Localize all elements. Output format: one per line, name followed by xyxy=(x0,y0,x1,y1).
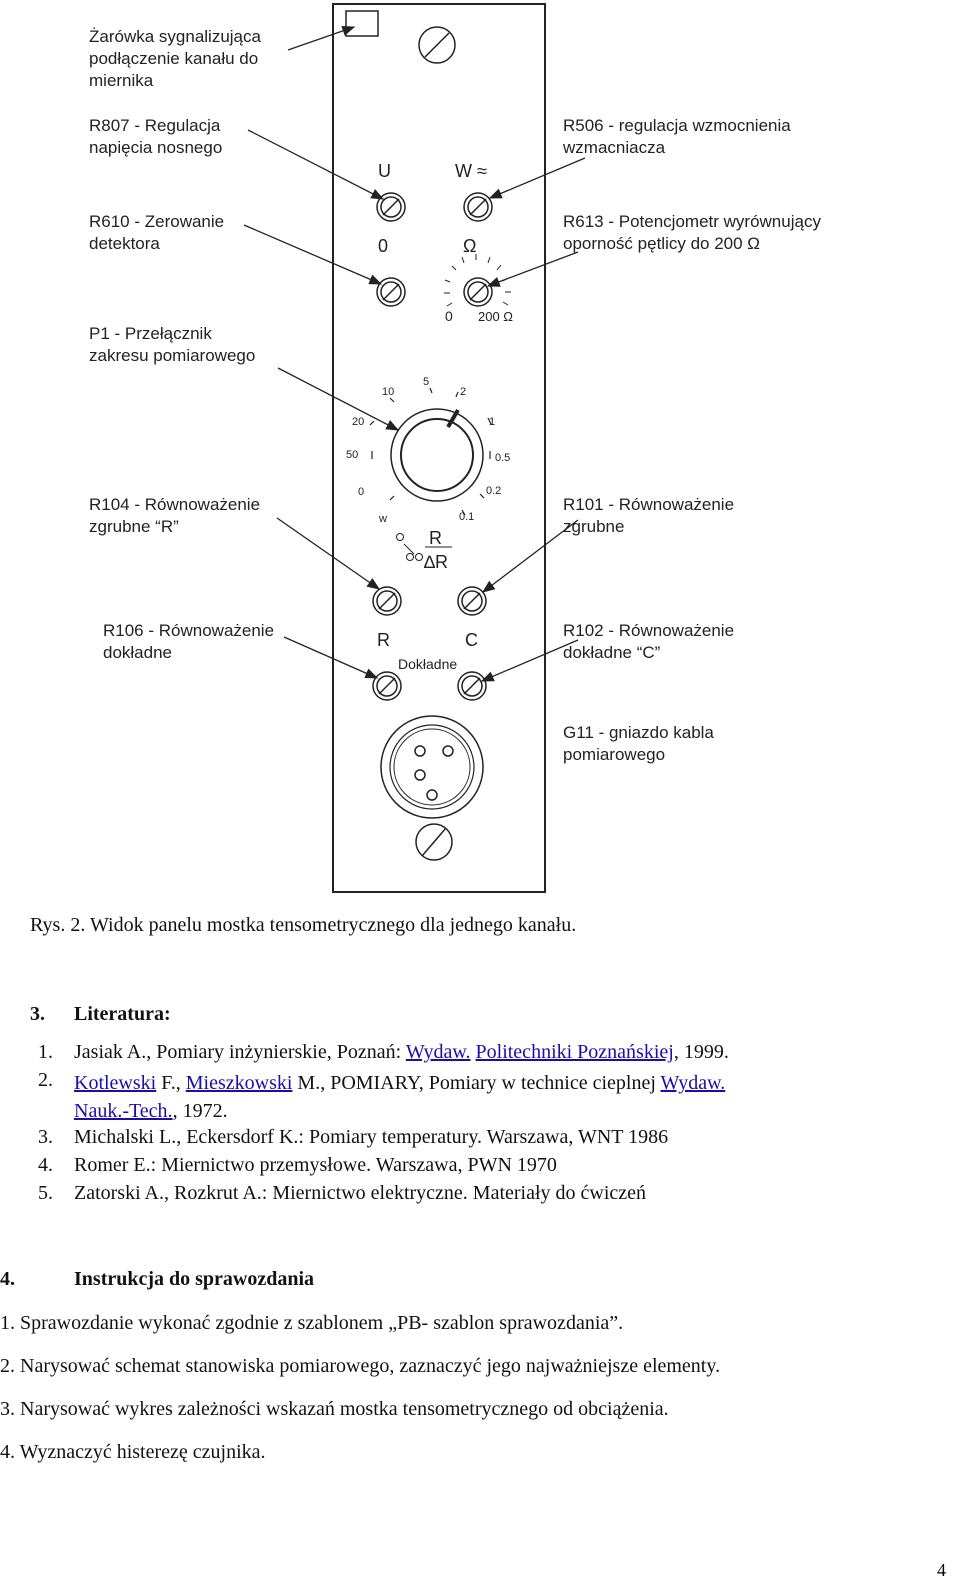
p1-range-switch xyxy=(391,409,483,501)
r807-knob xyxy=(377,193,405,221)
label-bulb: Żarówka sygnalizująca podłączenie kanału do miernika xyxy=(89,27,261,90)
instruction-3: 3. Narysować wykres zależności wskazań mostka tensometrycznego od obciążenia. xyxy=(0,1398,669,1420)
label-p1: P1 - Przełącznik zakresu pomiarowego xyxy=(89,324,256,365)
dial-zero: 0 xyxy=(445,308,453,324)
ref-4-num: 4. xyxy=(38,1154,53,1176)
range-0: 0 xyxy=(358,486,365,498)
label-r-fine: R xyxy=(377,630,390,650)
range-10: 10 xyxy=(382,386,395,398)
bulb-indicator xyxy=(346,11,378,36)
ref-1: Jasiak A., Pomiary inżynierskie, Poznań: Wydaw. Politechniki Poznańskiej, 1999. xyxy=(74,1041,729,1063)
label-r-over: R xyxy=(429,528,442,548)
label-ohm: Ω xyxy=(463,236,477,256)
ref-1-link-wydaw[interactable]: Wydaw. xyxy=(405,1041,471,1063)
range-20: 20 xyxy=(352,416,365,428)
ref-3: Michalski L., Eckersdorf K.: Pomiary temperatury. Warszawa, WNT 1986 xyxy=(74,1126,669,1148)
range-2: 2 xyxy=(460,386,467,398)
section3-title: Literatura: xyxy=(74,1003,171,1025)
section4-title: Instrukcja do sprawozdania xyxy=(74,1268,315,1290)
range-01: 0.1 xyxy=(459,511,475,523)
top-screw xyxy=(419,27,455,63)
dial-200: 200 Ω xyxy=(478,309,514,324)
r104-knob xyxy=(373,587,401,615)
range-50: 50 xyxy=(346,449,359,461)
label-c-fine: C xyxy=(465,630,478,650)
section4-number: 4. xyxy=(0,1268,15,1290)
r610-knob xyxy=(377,278,405,306)
range-05: 0.5 xyxy=(495,452,511,464)
ref-2-num: 2. xyxy=(38,1069,53,1091)
label-zero: 0 xyxy=(378,236,389,256)
bottom-screw xyxy=(416,824,452,860)
ref-2-link-mieszkowski[interactable]: Mieszkowski xyxy=(185,1072,293,1094)
label-delta-r: ∆R xyxy=(424,552,449,572)
figure-caption: Rys. 2. Widok panelu mostka tensometrycznego dla jednego kanału. xyxy=(30,914,577,936)
range-w: w xyxy=(379,513,387,525)
range-1: 1 xyxy=(489,416,496,428)
r613-knob xyxy=(464,278,492,306)
label-dokladne: Dokładne xyxy=(398,656,458,672)
label-r106: R106 - Równoważenie dokładne xyxy=(103,621,275,662)
r102-knob xyxy=(458,672,486,700)
instruction-4: 4. Wyznaczyć histerezę czujnika. xyxy=(0,1441,266,1463)
r506-knob xyxy=(464,193,492,221)
ref-1-num: 1. xyxy=(38,1041,53,1063)
label-r104: R104 - Równoważenie zgrubne “R” xyxy=(89,495,261,536)
ref-3-num: 3. xyxy=(38,1126,53,1148)
ref-1-link-politechniki[interactable]: Politechniki Poznańskiej xyxy=(475,1041,674,1063)
r613-dial-ticks xyxy=(444,254,511,306)
instruction-2: 2. Narysować schemat stanowiska pomiarowego, zaznaczyć jego najważniejsze elementy. xyxy=(0,1355,721,1377)
label-r610: R610 - Zerowanie detektora xyxy=(89,212,225,253)
ref-2-link-kotlewski[interactable]: Kotlewski xyxy=(74,1072,157,1094)
ref-4: Romer E.: Miernictwo przemysłowe. Warszawa, PWN 1970 xyxy=(74,1154,557,1176)
label-g11: G11 - gniazdo kabla pomiarowego xyxy=(563,723,714,764)
ref-2-link-wydaw[interactable]: Wydaw. xyxy=(660,1072,726,1094)
g11-connector xyxy=(381,716,483,818)
label-r613: R613 - Potencjometr wyrównujący oporność pętlicy do 200 Ω xyxy=(563,212,821,253)
range-5: 5 xyxy=(423,376,430,388)
page-number: 4 xyxy=(937,1560,946,1580)
instruction-1: 1. Sprawozdanie wykonać zgodnie z szablonem „PB- szablon sprawozdania”. xyxy=(0,1312,624,1334)
range-02: 0.2 xyxy=(486,485,502,497)
ref-2: Kotlewski F., Mieszkowski M., POMIARY, Pomiary w technice cieplnej Wydaw. Nauk.-Tech., 1972. xyxy=(74,1072,726,1122)
label-w-approx: W ≈ xyxy=(455,161,487,181)
label-r807: R807 - Regulacja napięcia nosnego xyxy=(89,116,223,157)
section3-number: 3. xyxy=(30,1003,45,1025)
ref-2-link-nauk-tech[interactable]: Nauk.-Tech. xyxy=(74,1100,173,1122)
panel-outline xyxy=(333,4,545,892)
label-r506: R506 - regulacja wzmocnienia wzmacniacza xyxy=(563,116,791,157)
r101-knob xyxy=(458,587,486,615)
label-r101: R101 - Równoważenie zgrubne xyxy=(563,495,735,536)
ref-5-num: 5. xyxy=(38,1182,53,1204)
ref-5: Zatorski A., Rozkrut A.: Miernictwo elektryczne. Materiały do ćwiczeń xyxy=(74,1182,647,1204)
r106-knob xyxy=(373,672,401,700)
leader-lines xyxy=(244,27,585,681)
label-r102: R102 - Równoważenie dokładne “C” xyxy=(563,621,735,662)
label-u: U xyxy=(378,161,391,181)
